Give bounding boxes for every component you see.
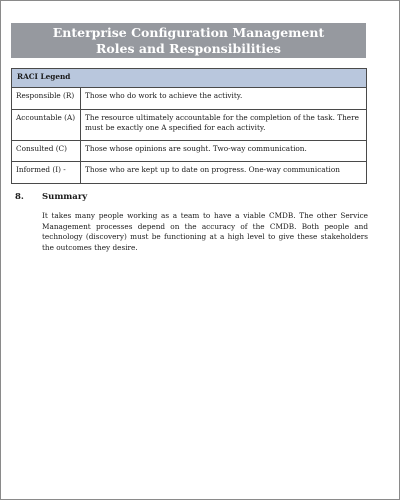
summary-heading	[15, 192, 87, 202]
table-row	[12, 110, 367, 141]
table-row	[12, 141, 367, 162]
raci-desc-informed: Those who are kept up to date on progress. One-way communication	[81, 162, 367, 184]
summary-paragraph: It takes many people working as a team to have a viable CMDB. The other Service Management processes depend on the accuracy of the CMDB. Both people and technology (discovery) must be functioning at a high level to give these stakeholders the outcomes they desire.	[42, 211, 368, 252]
title-line-1: Enterprise Configuration Management	[52, 25, 325, 40]
section-title: Summary	[42, 192, 88, 202]
section-number: 8.	[15, 192, 24, 202]
raci-legend-header-row	[12, 69, 367, 88]
raci-desc-responsible: Those who do work to achieve the activity.	[81, 88, 367, 110]
page-title	[11, 23, 366, 58]
raci-desc-accountable: The resource ultimately accountable for the completion of the task. There must be exactly one A specified for each activity.	[81, 110, 367, 141]
raci-role-responsible: Responsible (R)	[12, 88, 81, 110]
table-row	[12, 88, 367, 110]
table-row	[12, 162, 367, 184]
raci-legend-label: RACI Legend	[12, 69, 367, 88]
title-line-2: Roles and Responsibilities	[96, 41, 281, 56]
raci-role-consulted: Consulted (C)	[12, 141, 81, 162]
raci-legend-table	[11, 68, 367, 184]
raci-desc-consulted: Those whose opinions are sought. Two-way communication.	[81, 141, 367, 162]
raci-role-accountable: Accountable (A)	[12, 110, 81, 141]
raci-role-informed: Informed (I) -	[12, 162, 81, 184]
